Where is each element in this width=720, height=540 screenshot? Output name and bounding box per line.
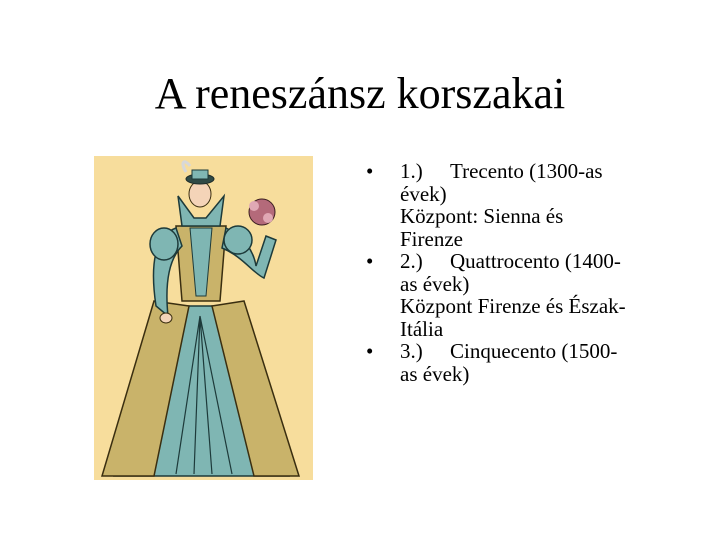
- item-number: 1.): [400, 159, 423, 183]
- period-name-cont: as évek): [400, 361, 470, 386]
- period-center: Központ Firenze és Észak-: [400, 294, 626, 318]
- period-name-cont: as évek): [400, 271, 470, 296]
- renaissance-lady-illustration: [94, 156, 313, 480]
- bullet-marker: •: [366, 159, 374, 183]
- period-name: Trecento (1300-as: [450, 159, 603, 183]
- period-center-cont: Itália: [400, 316, 444, 341]
- list-item: [366, 160, 666, 250]
- bullet-marker: •: [366, 339, 374, 363]
- period-list: [366, 160, 666, 385]
- item-number: 2.): [400, 249, 423, 273]
- period-center-cont: Firenze: [400, 226, 463, 251]
- period-name: Quattrocento (1400-: [450, 249, 621, 273]
- period-center: Központ: Sienna és: [400, 204, 564, 228]
- period-name-cont: évek): [400, 181, 447, 206]
- slide-title: A reneszánsz korszakai: [154, 69, 566, 118]
- bullet-marker: •: [366, 249, 374, 273]
- list-item: [366, 250, 666, 340]
- list-item: [366, 340, 666, 385]
- item-number: 3.): [400, 339, 423, 363]
- period-name: Cinquecento (1500-: [450, 339, 618, 363]
